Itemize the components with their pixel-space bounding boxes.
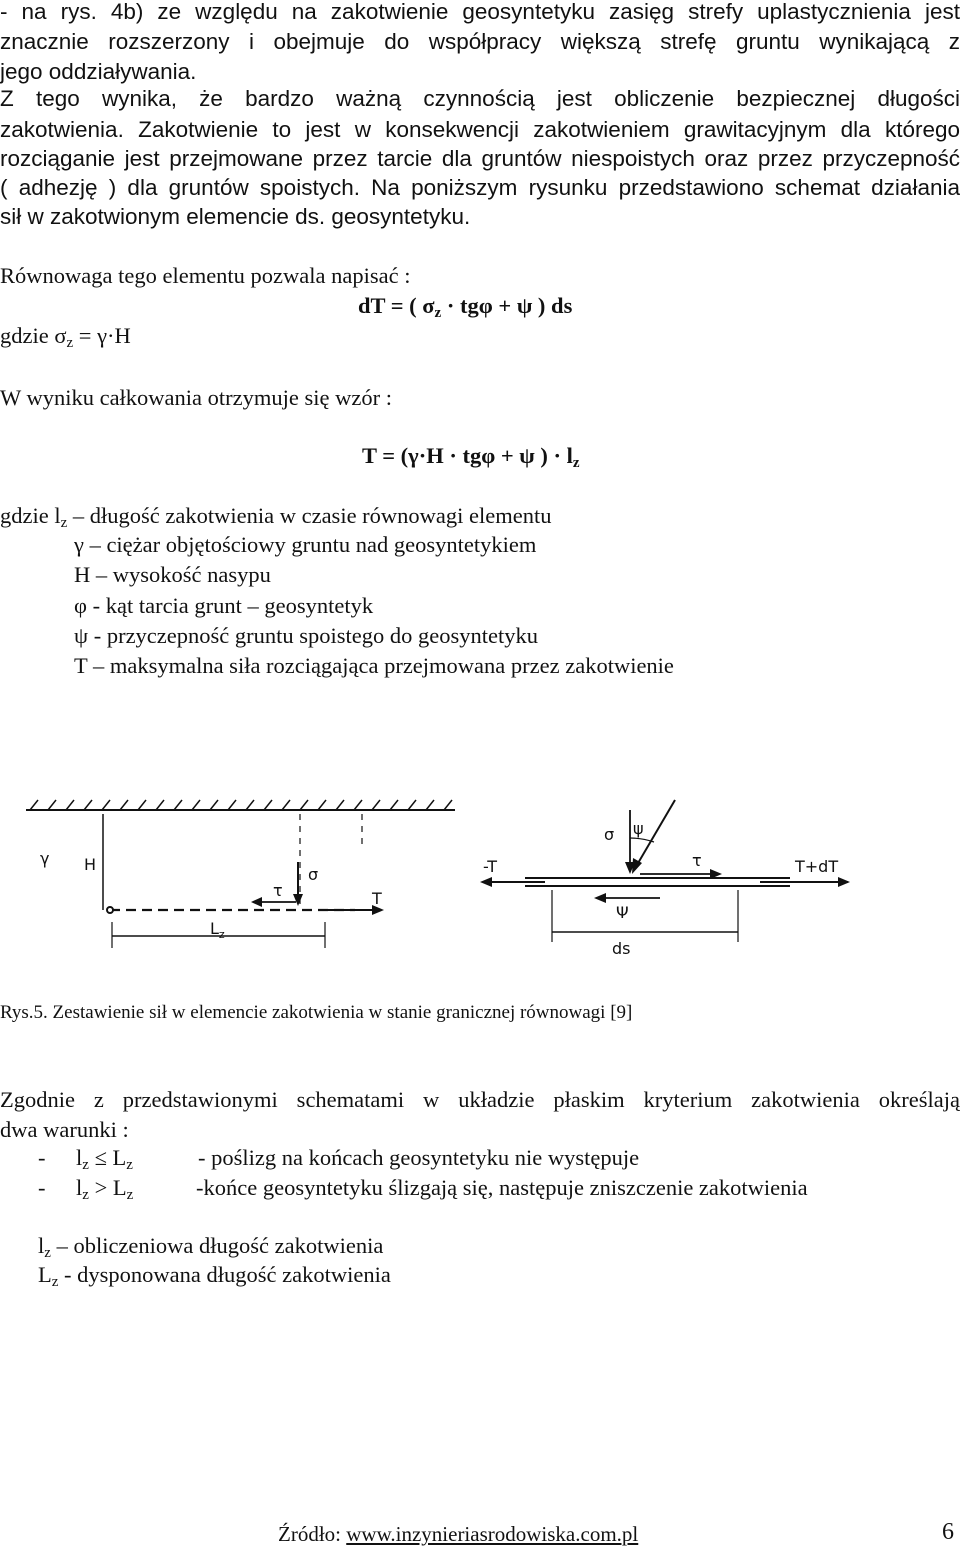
left-diagram-labels xyxy=(40,849,382,941)
conclusion-line-1: Zgodnie z przedstawionymi schematami w układzie płaskim kryterium zakotwienia określają xyxy=(0,1087,960,1112)
legend-phi: φ - kąt tarcia grunt – geosyntetyk xyxy=(74,593,374,618)
condition-2-dash: - xyxy=(38,1175,46,1200)
tau-label: τ xyxy=(273,881,283,900)
figure-caption: Rys.5. Zestawienie sił w elemencie zakotwienia w stanie granicznej równowagi [9] xyxy=(0,1002,633,1023)
TdT-label: T+dT xyxy=(795,857,839,876)
right-diagram-labels xyxy=(483,819,838,958)
definition-lz: $l_z$ – obliczeniowa długość zakotwienia xyxy=(38,1233,384,1261)
H-label: H xyxy=(84,855,97,874)
condition-2-text: -końce geosyntetyku ślizgają się, następuje zniszczenie zakotwienia xyxy=(196,1175,808,1200)
intro-line-3: jego oddziaływania. xyxy=(0,59,197,84)
psi-label: Ψ xyxy=(616,903,629,922)
formula-dT: dT = ( $\sigma_z \cdot tg\varphi + \psi$ ) ds xyxy=(358,293,573,321)
T-label: T xyxy=(372,889,382,908)
source-link[interactable]: www.inzynieriasrodowiska.com.pl xyxy=(346,1522,639,1546)
minusT-label: -T xyxy=(483,857,498,876)
sigma-label-right: σ xyxy=(604,825,615,844)
legend-H: H – wysokość nasypu xyxy=(74,562,271,587)
anchor-force-diagram xyxy=(0,790,960,970)
integration-text: W wyniku całkowania otrzymuje się wzór : xyxy=(0,385,392,410)
intro-line-1: - na rys. 4b) ze względu na zakotwienie geosyntetyku zasięg strefy uplastycznienia jest xyxy=(0,0,960,24)
intro-line-8: sił w zakotwionym elemencie ds. geosyntetyku. xyxy=(0,204,471,229)
left-diagram xyxy=(26,800,455,948)
intro-line-5: zakotwienia. Zakotwienie to jest w konsekwencji zakotwieniem grawitacyjnym dla którego xyxy=(0,117,960,142)
legend-psi: ψ - przyczepność gruntu spoistego do geosyntetyku xyxy=(74,623,538,648)
intro-line-6: rozciąganie jest przejmowane przez tarcie dla gruntów niespoistych oraz przez przyczepność xyxy=(0,146,960,171)
sigma-label: σ xyxy=(308,865,319,884)
condition-1-text: - poślizg na końcach geosyntetyku nie występuje xyxy=(198,1145,640,1170)
psi-angle-label: ψ xyxy=(633,819,644,838)
formula-T: T = (γ·H · tgφ + ψ ) · $l_z$ xyxy=(362,443,580,471)
intro-line-4: Z tego wynika, że bardzo ważną czynnością jest obliczenie bezpiecznej długości xyxy=(0,86,960,111)
intro-line-7: ( adhezję ) dla gruntów spoistych. Na poniższym rysunku przedstawiono schemat działania xyxy=(0,175,960,200)
intro-line-2: znacznie rozszerzony i obejmuje do współpracy większą strefę gruntu wynikającą z xyxy=(0,29,960,54)
sigma-definition: gdzie $\sigma_z = \gamma\cdot H$ xyxy=(0,323,131,351)
page-number: 6 xyxy=(942,1519,954,1545)
equilibrium-text: Równowaga tego elementu pozwala napisać : xyxy=(0,263,411,288)
legend-T: T – maksymalna siła rozciągająca przejmowana przez zakotwienie xyxy=(74,653,674,678)
gamma-label: γ xyxy=(40,849,50,868)
Lz-label: $L_z$ xyxy=(210,919,225,941)
definition-Lz: $L_z$ - dysponowana długość zakotwienia xyxy=(38,1262,391,1290)
condition-1-expr: $l_z \le L_z$ xyxy=(76,1145,133,1173)
condition-1-dash: - xyxy=(38,1145,46,1170)
legend-lz: gdzie $l_z$ – długość zakotwienia w czasie równowagi elementu xyxy=(0,503,552,531)
tau-label-right: τ xyxy=(692,851,702,870)
legend-gamma: γ – ciężar objętościowy gruntu nad geosyntetykiem xyxy=(74,532,537,557)
footer-source xyxy=(278,1522,638,1547)
condition-2-expr: $l_z > L_z$ xyxy=(76,1175,134,1203)
conclusion-line-2: dwa warunki : xyxy=(0,1117,129,1142)
source-label: Źródło: xyxy=(278,1522,347,1546)
ds-label: ds xyxy=(612,939,631,958)
ground-hatching xyxy=(30,800,452,810)
